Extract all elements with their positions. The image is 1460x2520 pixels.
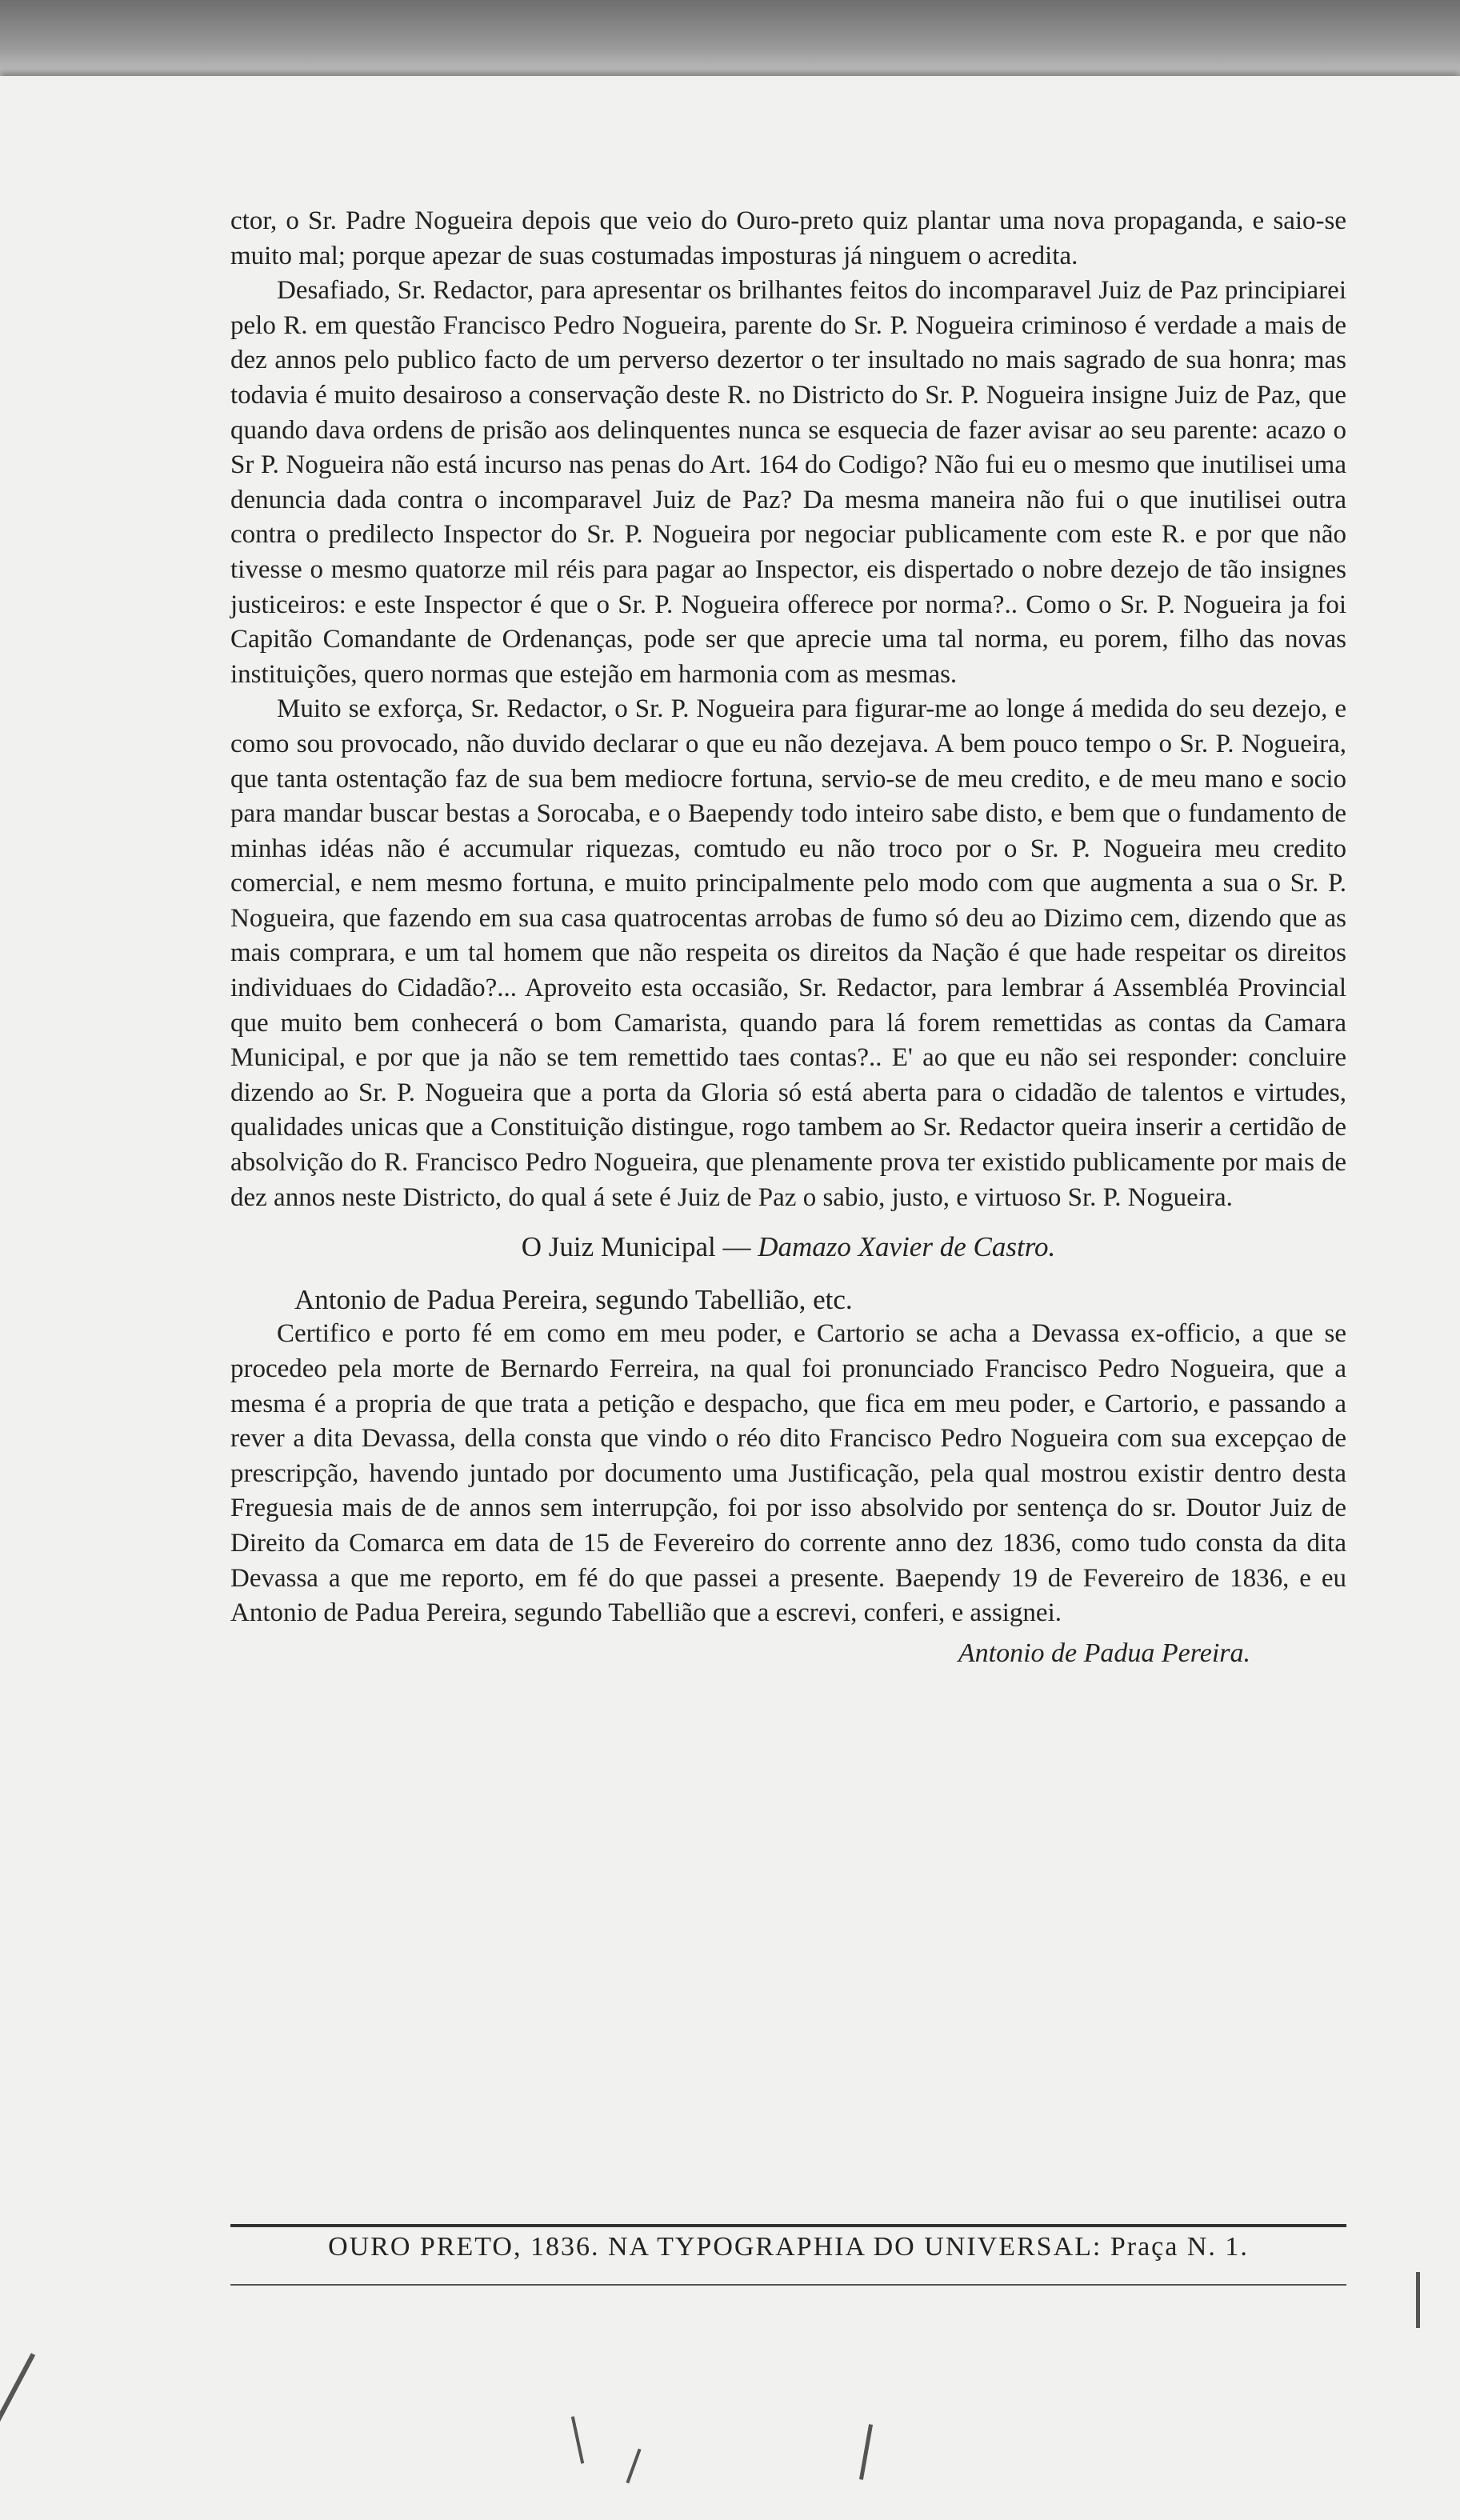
imprint-line: OURO PRETO, 1836. NA TYPOGRAPHIA DO UNIVERSAL: Praça N. 1. — [328, 2232, 1249, 2262]
paragraph-1: ctor, o Sr. Padre Nogueira depois que veio do Ouro-preto quiz plantar uma nova propaganda, e saio-se muito mal; porque apezar de suas costumadas imposturas já ninguem o acredita. — [230, 206, 1346, 270]
scan-smudge-right — [1416, 2272, 1420, 2328]
signature-line — [230, 1230, 1346, 1265]
signature-title: O Juiz Municipal — — [521, 1231, 751, 1263]
footer-rule-bottom — [230, 2284, 1346, 2286]
certificate-signature: Antonio de Padua Pereira. — [958, 1638, 1250, 1668]
paragraph-2: Desafiado, Sr. Redactor, para apresentar os brilhantes feitos do incomparavel Juiz de Paz principiarei pelo R. em questão Francisco Pedro Nogueira, parente do Sr. P. Nogueira criminoso é verdade a mais de dez annos pelo publico facto de um perverso dezertor o ter insultado no mais sagrado de sua honra; mas todavia é muito desairoso a conservação deste R. no Districto do Sr. P. Nogueira insigne Juiz de Paz, que quando dava ordens de prisão aos delinquentes nunca se esquecia de fazer avisar ao seu parente: acazo o Sr P. Nogueira não está incurso nas penas do Art. 164 do Codigo? Não fui eu o mesmo que inutilisei uma denuncia dada contra o incomparavel Juiz de Paz? Da mesma maneira não fui o que inutilisei outra contra o predilecto Inspector do Sr. P. Nogueira por negociar publicamente com este R. e por que não tivesse o mesmo quatorze mil réis para pagar ao Inspector, eis dispertado o nobre dezejo de tão insignes justiceiros: e este Inspector é que o Sr. P. Nogueira offerece por norma?.. Como o Sr. P. Nogueira ja foi Capitão Comandante de Ordenanças, pode ser que aprecie uma tal norma, eu porem, filho das novas instituições, quero normas que estejão em harmonia com as mesmas. — [230, 276, 1346, 689]
certificate-body: Certifico e porto fé em como em meu poder, e Cartorio se acha a Devassa ex-officio, a que se procedeo pela morte de Bernardo Ferreira, na qual foi pronunciado Francisco Pedro Nogueira, que a mesma é a propria de que trata a petição e despacho, que fica em meu poder, e Cartorio, e passando a rever a dita Devassa, della consta que vindo o réo dito Francisco Pedro Nogueira com sua excepçao de prescripção, havendo juntado por documento uma Justificação, pela qual mostrou existir dentro desta Freguesia mais de de annos sem interrupção, foi por isso absolvido por sentença do sr. Doutor Juiz de Direito da Comarca em data de 15 de Fevereiro do corrente anno dez 1836, como tudo consta da dita Devassa a que me reporto, em fé do que passei a presente. Baependy 19 de Fevereiro de 1836, e eu Antonio de Padua Pereira, segundo Tabellião que a escrevi, conferi, e assignei. — [230, 1319, 1346, 1628]
scanner-top-edge — [0, 0, 1460, 80]
paragraph-3: Muito se exforça, Sr. Redactor, o Sr. P. Nogueira para figurar-me ao longe á medida do seu dezejo, e como sou provocado, não duvido declarar o que eu não dezejava. A bem pouco tempo o Sr. P. Nogueira, que tanta ostentação faz de sua bem mediocre fortuna, servio-se de meu credito, e de meu mano e socio para mandar buscar bestas a Sorocaba, e o Baependy todo inteiro sabe disto, e bem que o fundamento de minhas idéas não é accumular riquezas, comtudo eu não troco por o Sr. P. Nogueira meu credito comercial, e nem mesmo fortuna, e muito principalmente pelo modo com que augmenta a sua o Sr. P. Nogueira, que fazendo em sua casa quatrocentas arrobas de fumo só deu ao Dizimo cem, dizendo que as mais comprara, e um tal homem que não respeita os direitos da Nação é que hade respeitar os direitos individuaes do Cidadão?... Aproveito esta occasião, Sr. Redactor, para lembrar á Assembléa Provincial que muito bem conhecerá o bom Camarista, quando para lá forem remettidas as contas da Camara Municipal, e por que ja não se tem remettido taes contas?.. E' ao que eu não sei responder: concluire dizendo ao Sr. P. Nogueira que a porta da Gloria só está aberta para o cidadão de talentos e virtudes, qualidades unicas que a Constituição distingue, rogo tambem ao Sr. Redactor queira inserir a certidão de absolvição do R. Francisco Pedro Nogueira, que plenamente prova ter existido publicamente por mais de dez annos neste Districto, do qual á sete é Juiz de Paz o sabio, justo, e virtuoso Sr. P. Nogueira. — [230, 694, 1346, 1212]
article-body — [230, 204, 1346, 1670]
signature-name: Damazo Xavier de Castro. — [758, 1231, 1056, 1263]
footer-rule-top — [230, 2224, 1346, 2227]
certificate-heading: Antonio de Padua Pereira, segundo Tabellião, etc. — [294, 1283, 853, 1315]
